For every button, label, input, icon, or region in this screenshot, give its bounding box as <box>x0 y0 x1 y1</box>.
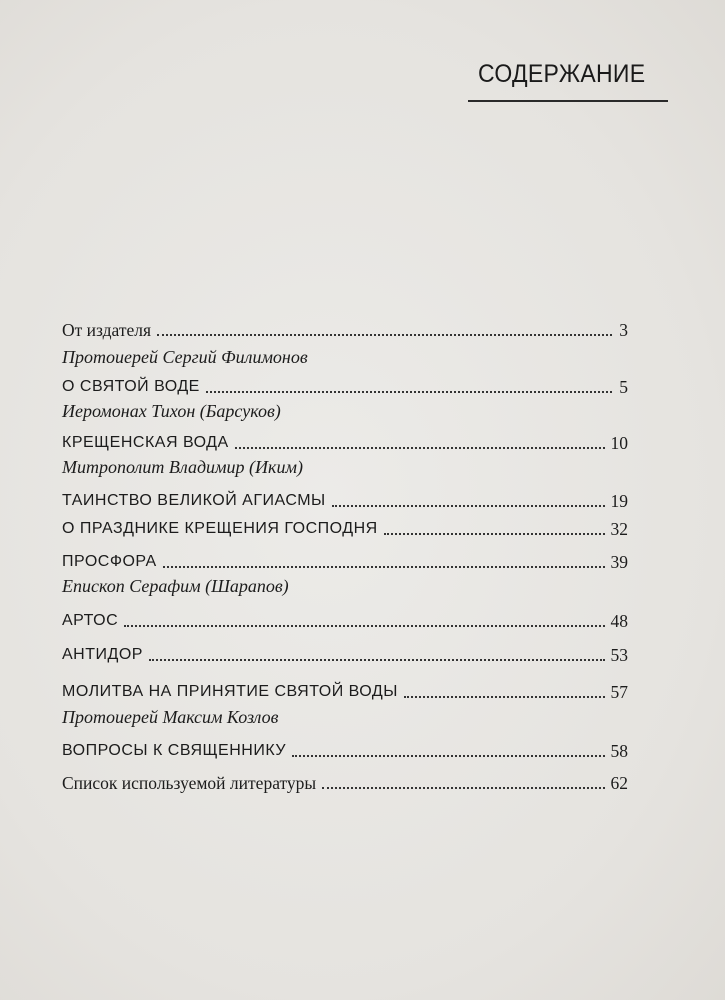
toc-entry <box>62 313 628 341</box>
toc-entry-title: От издателя <box>62 320 152 340</box>
toc-page-number: 32 <box>610 519 628 539</box>
toc-page-number: 62 <box>610 773 628 793</box>
dot-leader <box>332 505 605 507</box>
toc-author: Митрополит Владимир (Иким) <box>62 457 303 477</box>
dot-leader <box>235 447 605 449</box>
toc-entry-title: КРЕЩЕНСКАЯ ВОДА <box>62 434 229 451</box>
toc-page-number: 39 <box>610 552 628 572</box>
toc-entry-title: АНТИДОР <box>62 646 143 663</box>
toc-entry <box>62 370 628 398</box>
toc-page-number: 57 <box>610 682 628 702</box>
toc-entry <box>62 675 628 703</box>
toc-entry <box>62 545 628 573</box>
dot-leader <box>149 659 605 661</box>
dot-leader <box>124 625 604 627</box>
page-title: СОДЕРЖАНИЕ <box>478 60 646 88</box>
toc-entry <box>62 604 628 632</box>
dot-leader <box>292 755 605 757</box>
toc-entry-title: О СВЯТОЙ ВОДЕ <box>62 378 200 395</box>
toc-entry-title: МОЛИТВА НА ПРИНЯТИЕ СВЯТОЙ ВОДЫ <box>62 683 398 700</box>
toc-entry-title: АРТОС <box>62 612 119 629</box>
toc-entry <box>62 484 628 512</box>
dot-leader <box>206 391 612 393</box>
toc-page-number: 19 <box>610 491 628 511</box>
dot-leader <box>163 566 605 568</box>
toc-entry-title: О ПРАЗДНИКЕ КРЕЩЕНИЯ ГОСПОДНЯ <box>62 520 378 537</box>
toc-page-number: 53 <box>610 645 628 665</box>
toc-entry <box>62 734 628 762</box>
toc-entry-title: ТАИНСТВО ВЕЛИКОЙ АГИАСМЫ <box>62 492 326 509</box>
toc-page-number: 3 <box>619 320 628 340</box>
dot-leader <box>384 533 605 535</box>
toc-entry-title: ПРОСФОРА <box>62 553 157 570</box>
toc-entry-title: ВОПРОСЫ К СВЯЩЕННИКУ <box>62 742 286 759</box>
toc-entry-title: Список используемой литературы <box>62 773 317 793</box>
toc-page-number: 58 <box>610 741 628 761</box>
dot-leader <box>404 696 605 698</box>
dot-leader <box>322 787 604 789</box>
dot-leader <box>157 334 612 336</box>
toc-author: Епископ Серафим (Шарапов) <box>62 576 289 596</box>
toc-page-number: 10 <box>610 433 628 453</box>
toc-author: Протоиерей Максим Козлов <box>62 707 279 727</box>
toc-page-number: 48 <box>610 611 628 631</box>
toc-author: Протоиерей Сергий Филимонов <box>62 347 308 367</box>
toc-page-number: 5 <box>619 377 628 397</box>
toc-entry <box>62 638 628 666</box>
toc-entry <box>62 766 628 794</box>
toc-author: Иеромонах Тихон (Барсуков) <box>62 401 281 421</box>
toc-entry <box>62 426 628 454</box>
toc-entry <box>62 512 628 540</box>
